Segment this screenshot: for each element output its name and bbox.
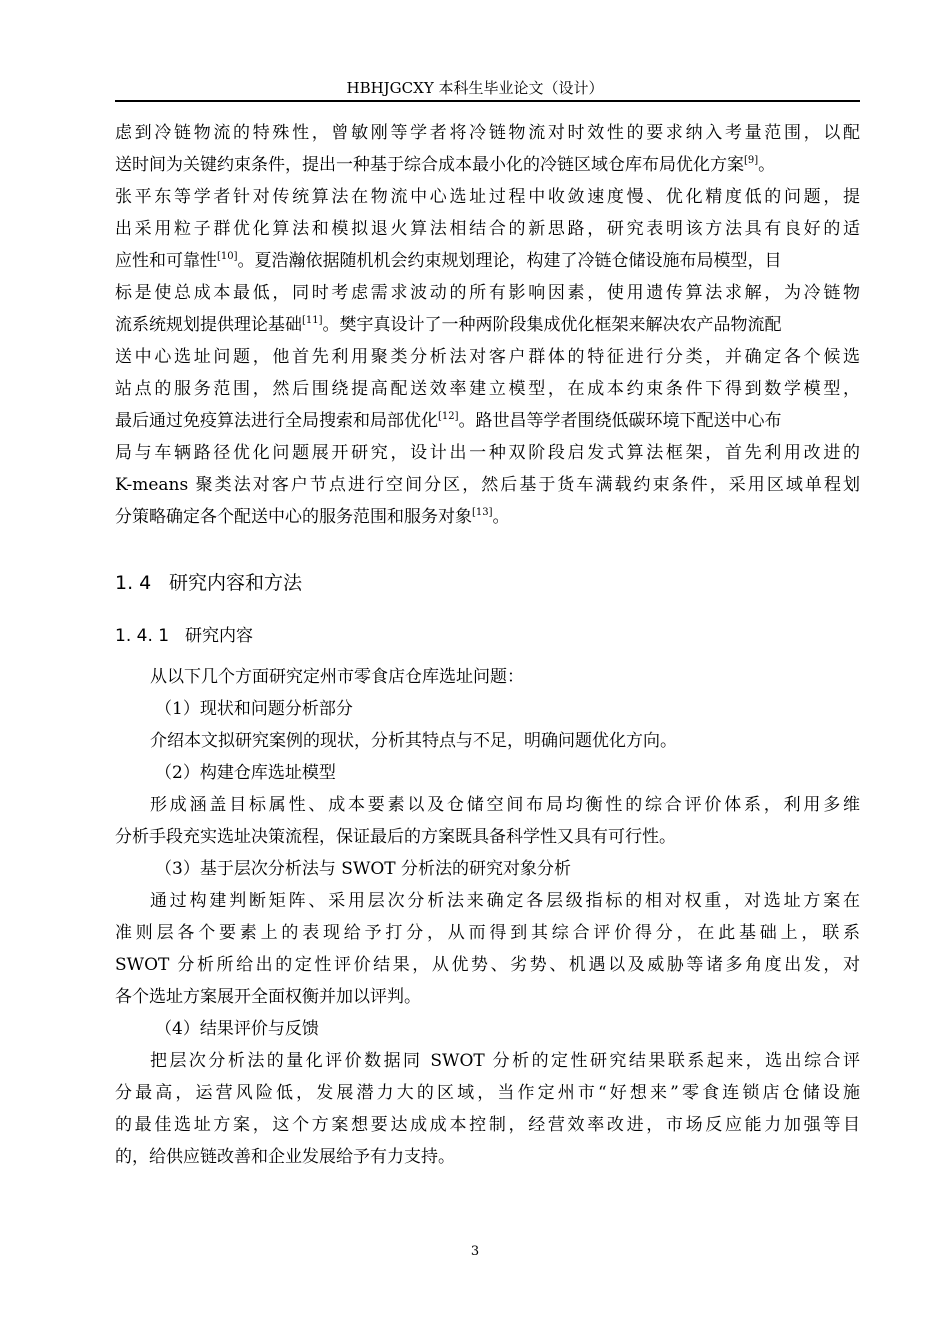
paragraph-line: 送中心选址问题，他首先利用聚类分析法对客户群体的特征进行分类，并确定各个候选 <box>115 347 860 367</box>
page-header-title: HBHJGCXY 本科生毕业论文（设计） <box>346 79 604 97</box>
paragraph-line: 虑到冷链物流的特殊性，曾敏刚等学者将冷链物流对时效性的要求纳入考量范围，以配 <box>115 123 860 143</box>
section-heading <box>115 569 302 597</box>
paragraph-line <box>115 149 860 181</box>
subsection-title: 研究内容 <box>185 626 253 646</box>
paragraph-line: 局与车辆路径优化问题展开研究，设计出一种双阶段启发式算法框架，首先利用改进的 <box>115 443 860 463</box>
item-title: （4）结果评价与反馈 <box>155 1019 319 1039</box>
citation-ref: [9] <box>744 155 759 166</box>
paragraph-line: 各个选址方案展开全面权衡并加以评判。 <box>115 987 421 1007</box>
citation-ref: [12] <box>438 411 459 422</box>
content-intro: 从以下几个方面研究定州市零食店仓库选址问题： <box>150 667 524 687</box>
paragraph-line: 形成涵盖目标属性、成本要素以及仓储空间布局均衡性的综合评价体系，利用多维 <box>150 795 860 815</box>
line-text: 应性和可靠性 <box>115 251 217 271</box>
line-text: 。 <box>492 507 510 527</box>
paragraph-line: 站点的服务范围，然后围绕提高配送效率建立模型，在成本约束条件下得到数学模型， <box>115 379 860 399</box>
citation-ref: [10] <box>217 251 238 262</box>
citation-ref: [11] <box>302 315 323 326</box>
line-text: 最后通过免疫算法进行全局搜索和局部优化 <box>115 411 438 431</box>
paragraph-line <box>115 309 860 341</box>
paragraph-line <box>115 501 860 533</box>
item-title: （1）现状和问题分析部分 <box>155 699 353 719</box>
paragraph-line: 通过构建判断矩阵、采用层次分析法来确定各层级指标的相对权重，对选址方案在 <box>150 891 860 911</box>
paragraph-line: 分析手段充实选址决策流程，保证最后的方案既具备科学性又具有可行性。 <box>115 827 676 847</box>
paragraph-line: 的最佳选址方案，这个方案想要达成成本控制，经营效率改进，市场反应能力加强等目 <box>115 1115 860 1135</box>
subsection-heading <box>115 622 253 650</box>
item-title: （3）基于层次分析法与 SWOT 分析法的研究对象分析 <box>155 859 572 879</box>
paragraph-line <box>115 245 860 277</box>
paragraph-line <box>115 405 860 437</box>
page-number: 3 <box>470 1244 480 1259</box>
paragraph-line: SWOT 分析所给出的定性评价结果，从优势、劣势、机遇以及威胁等诸多角度出发，对 <box>115 955 860 975</box>
citation-ref: [13] <box>472 507 493 518</box>
paragraph-line: 的，给供应链改善和企业发展给予有力支持。 <box>115 1147 455 1167</box>
line-text: 送时间为关键约束条件，提出一种基于综合成本最小化的冷链区域仓库布局优化方案 <box>115 155 744 175</box>
paragraph-line: 出采用粒子群优化算法和模拟退火算法相结合的新思路，研究表明该方法具有良好的适 <box>115 219 860 239</box>
line-text: 分策略确定各个配送中心的服务范围和服务对象 <box>115 507 472 527</box>
line-text: 流系统规划提供理论基础 <box>115 315 302 335</box>
paragraph-line: 分最高，运营风险低，发展潜力大的区域，当作定州市“好想来”零食连锁店仓储设施 <box>115 1083 860 1103</box>
paragraph-line: 介绍本文拟研究案例的现状，分析其特点与不足，明确问题优化方向。 <box>150 731 677 751</box>
line-text: 。樊宇真设计了一种两阶段集成优化框架来解决农产品物流配 <box>322 315 782 335</box>
section-title: 研究内容和方法 <box>169 572 303 594</box>
line-text: 。夏浩瀚依据随机机会约束规划理论，构建了冷链仓储设施布局模型，目 <box>237 251 782 271</box>
line-text: 。 <box>758 155 776 175</box>
paragraph-line: 标是使总成本最低，同时考虑需求波动的所有影响因素，使用遗传算法求解，为冷链物 <box>115 283 860 303</box>
item-title: （2）构建仓库选址模型 <box>155 763 336 783</box>
header-divider <box>115 100 860 102</box>
paragraph-line: K-means 聚类法对客户节点进行空间分区，然后基于货车满载约束条件，采用区域单程划 <box>115 475 860 495</box>
subsection-number: 1. 4. 1 <box>115 626 170 646</box>
section-number: 1. 4 <box>115 572 152 594</box>
paragraph-line: 把层次分析法的量化评价数据同 SWOT 分析的定性研究结果联系起来，选出综合评 <box>150 1051 860 1071</box>
paragraph-line: 张平东等学者针对传统算法在物流中心选址过程中收敛速度慢、优化精度低的问题，提 <box>115 187 860 207</box>
paragraph-line: 准则层各个要素上的表现给予打分，从而得到其综合评价得分，在此基础上，联系 <box>115 923 860 943</box>
line-text: 。路世昌等学者围绕低碳环境下配送中心布 <box>458 411 782 431</box>
